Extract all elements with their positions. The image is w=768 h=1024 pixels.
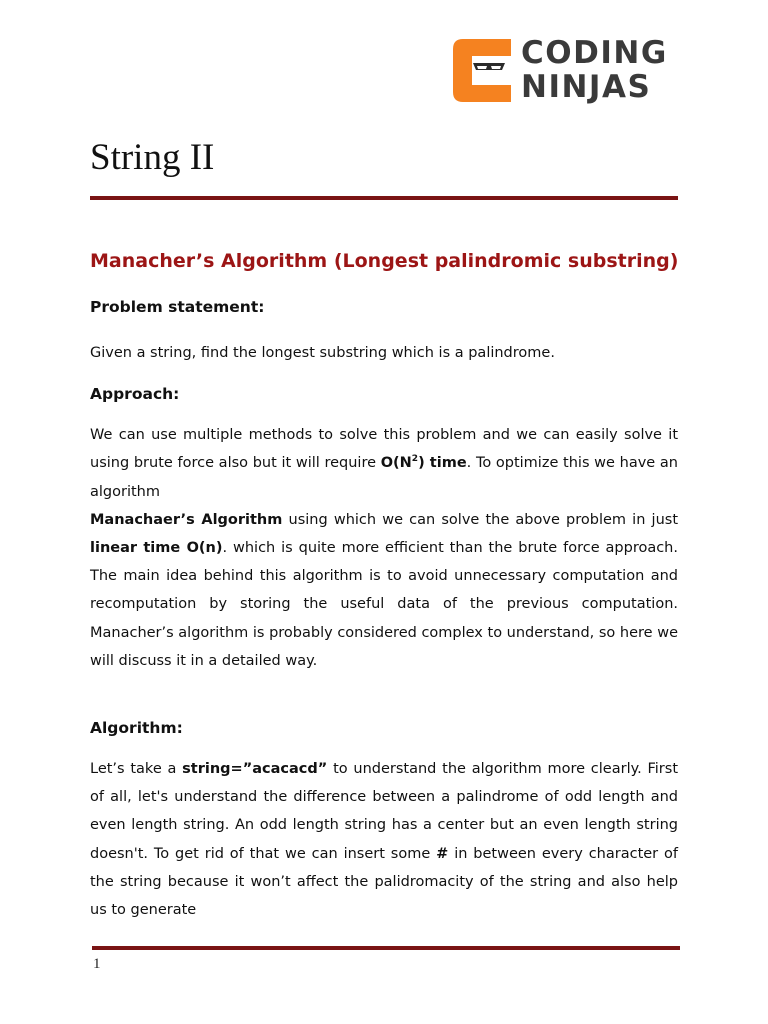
brand-name-line2: NINJAS bbox=[521, 69, 652, 105]
footer-divider bbox=[92, 946, 680, 950]
title-divider bbox=[90, 196, 678, 200]
algorithm-heading: Algorithm: bbox=[90, 719, 183, 738]
brand-name bbox=[521, 36, 668, 104]
coding-ninjas-logo bbox=[453, 36, 673, 108]
approach-heading: Approach: bbox=[90, 385, 180, 404]
document-title: String II bbox=[90, 137, 215, 178]
problem-text: Given a string, find the longest substring which is a palindrome. bbox=[90, 345, 555, 361]
approach-paragraph-1: We can use multiple methods to solve this problem and we can easily solve it using brute force also but it will require $O(N^2)$ time. To optimize this we have an algorithm bbox=[90, 427, 678, 500]
problem-heading: Problem statement: bbox=[90, 298, 265, 316]
section-heading: Manacher’s Algorithm (Longest palindromic substring) bbox=[90, 250, 679, 272]
page-number: 1 bbox=[93, 956, 101, 972]
document-body bbox=[90, 246, 678, 924]
algorithm-paragraph: Let’s take a string=”acacacd” to understand the algorithm more clearly. First of all, let's understand the difference between a palindrome of odd length and even length string. An odd length string has a center but an even length string doesn't. To get rid of that we can insert some # in between every character of the string because it won’t affect the palidromacity of the string and also help us to generate bbox=[90, 761, 679, 919]
approach-paragraph-2: Manachaer’s Algorithm using which we can solve the above problem in just linear time O(n). which is quite more efficient than the brute force approach. The main idea behind this algorithm is to avoid unnecessary computation and recomputation by storing the useful data of the previous computation. Manacher’s algorithm is probably considered complex to understand, so here we will discuss it in a detailed way. bbox=[90, 511, 679, 669]
ninja-logo-icon bbox=[453, 39, 515, 102]
example-string: string=”acacacd” bbox=[182, 761, 328, 778]
complexity-linear: linear time O(n) bbox=[90, 540, 223, 557]
complexity-quadratic: $O(N^2)$ time bbox=[380, 454, 467, 472]
algorithm-name: Manachaer’s Algorithm bbox=[90, 511, 283, 528]
separator-symbol: # bbox=[436, 845, 449, 862]
brand-name-line1: CODING bbox=[521, 35, 668, 71]
